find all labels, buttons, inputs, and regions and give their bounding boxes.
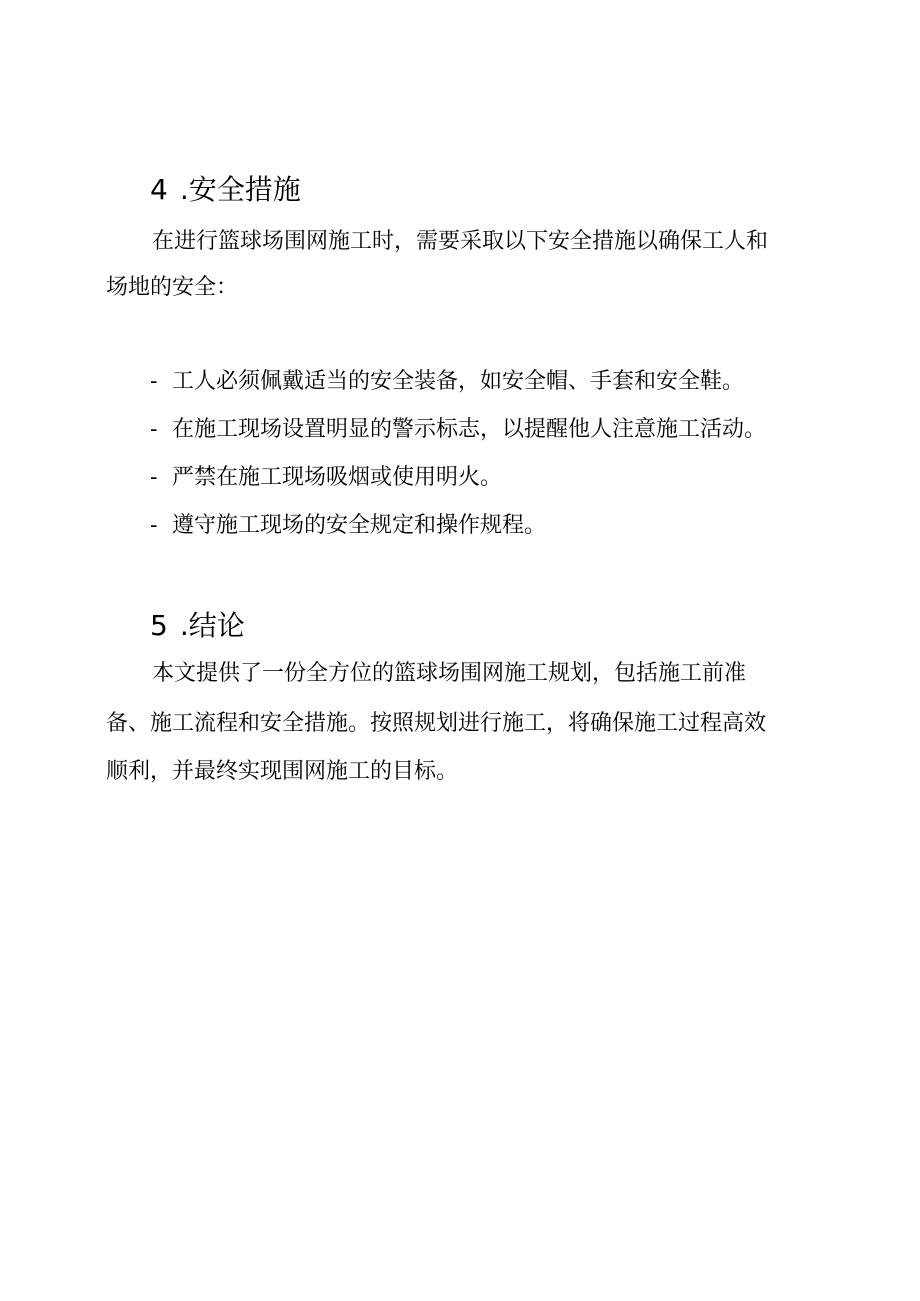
list-dash: - — [150, 417, 158, 442]
section-4-intro-line-2: 场地的安全： — [106, 275, 239, 300]
section-5-title: .结论 — [179, 609, 245, 642]
list-dash: - — [150, 513, 158, 538]
section-5-line-1: 本文提供了一份全方位的篮球场围网施工规划，包括施工前准 — [152, 661, 747, 686]
safety-list-item — [150, 462, 502, 494]
section-5-number: 5 — [150, 609, 168, 642]
list-item-text: 在施工现场设置明显的警示标志，以提醒他人注意施工活动。 — [172, 417, 767, 442]
safety-list-item — [150, 366, 744, 398]
section-4-heading — [150, 172, 301, 208]
list-item-text: 严禁在施工现场吸烟或使用明火。 — [172, 465, 503, 490]
list-item-text: 工人必须佩戴适当的安全装备，如安全帽、手套和安全鞋。 — [172, 369, 745, 394]
section-4-intro-line-1: 在进行篮球场围网施工时，需要采取以下安全措施以确保工人和 — [152, 229, 769, 254]
section-5-heading — [150, 608, 245, 644]
safety-list-item — [150, 414, 766, 446]
list-dash: - — [150, 369, 158, 394]
section-4-number: 4 — [150, 173, 168, 206]
safety-list-item — [150, 510, 546, 542]
section-5-line-2: 备、施工流程和安全措施。按照规划进行施工，将确保施工过程高效 — [106, 711, 767, 736]
section-4-title: .安全措施 — [179, 173, 301, 206]
section-5-line-3: 顺利，并最终实现围网施工的目标。 — [106, 759, 459, 784]
list-item-text: 遵守施工现场的安全规定和操作规程。 — [172, 513, 547, 538]
list-dash: - — [150, 465, 158, 490]
